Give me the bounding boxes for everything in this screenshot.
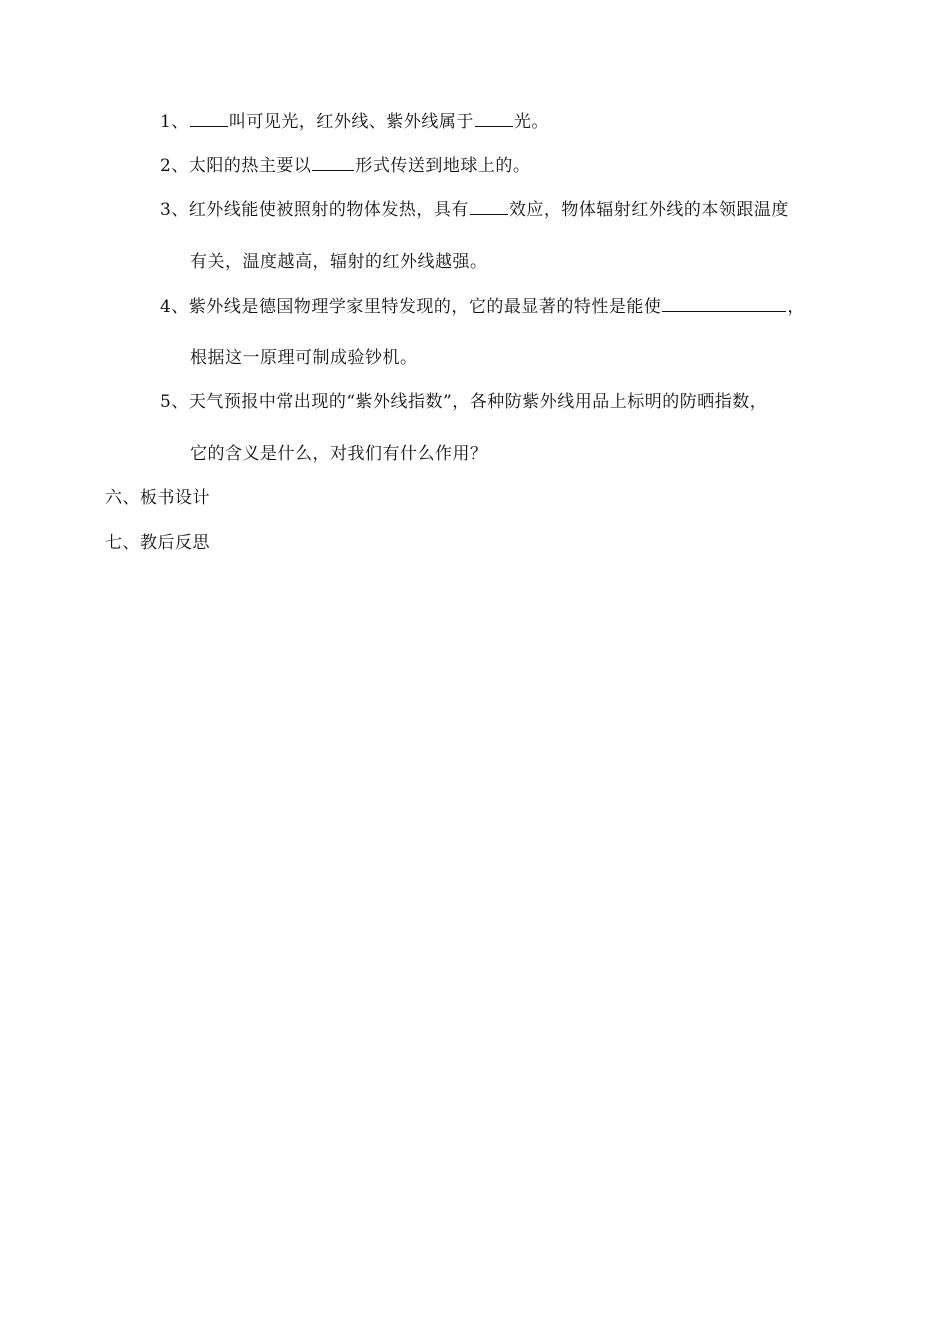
question-text: 太阳的热主要以 bbox=[188, 156, 312, 176]
question-text: 红外线能使被照射的物体发热，具有 bbox=[188, 200, 469, 220]
question-4 bbox=[160, 295, 805, 318]
question-text: 紫外线是德国物理学家里特发现的，它的最显著的特性是能使 bbox=[188, 297, 662, 317]
question-number: 1、 bbox=[160, 112, 189, 132]
answer-blank[interactable] bbox=[470, 198, 508, 215]
section-heading-reflection: 七、教后反思 bbox=[105, 533, 210, 553]
answer-blank[interactable] bbox=[312, 154, 354, 171]
question-text: 形式传送到地球上的。 bbox=[355, 156, 531, 176]
question-2 bbox=[160, 154, 530, 177]
question-number: 5、 bbox=[160, 392, 189, 412]
question-text: 叫可见光，红外线、紫外线属于 bbox=[228, 112, 474, 132]
question-5 bbox=[160, 391, 767, 413]
question-text: ， bbox=[787, 297, 805, 317]
question-number: 3、 bbox=[160, 200, 189, 220]
question-text: 效应，物体辐射红外线的本领跟温度 bbox=[508, 200, 789, 220]
question-3-continuation: 有关，温度越高，辐射的红外线越强。 bbox=[190, 252, 488, 272]
question-3 bbox=[160, 198, 789, 221]
question-text: 天气预报中常出现的“紫外线指数”，各种防紫外线用品上标明的防晒指数， bbox=[188, 392, 768, 412]
question-4-continuation: 根据这一原理可制成验钞机。 bbox=[190, 348, 418, 368]
question-5-continuation: 它的含义是什么，对我们有什么作用？ bbox=[190, 444, 488, 464]
answer-blank[interactable] bbox=[475, 110, 513, 127]
section-heading-board-design: 六、板书设计 bbox=[105, 488, 210, 508]
question-1 bbox=[160, 110, 549, 133]
answer-blank[interactable] bbox=[662, 295, 786, 312]
question-number: 2、 bbox=[160, 156, 189, 176]
answer-blank[interactable] bbox=[190, 110, 228, 127]
question-number: 4、 bbox=[160, 297, 189, 317]
question-text: 光。 bbox=[513, 112, 549, 132]
